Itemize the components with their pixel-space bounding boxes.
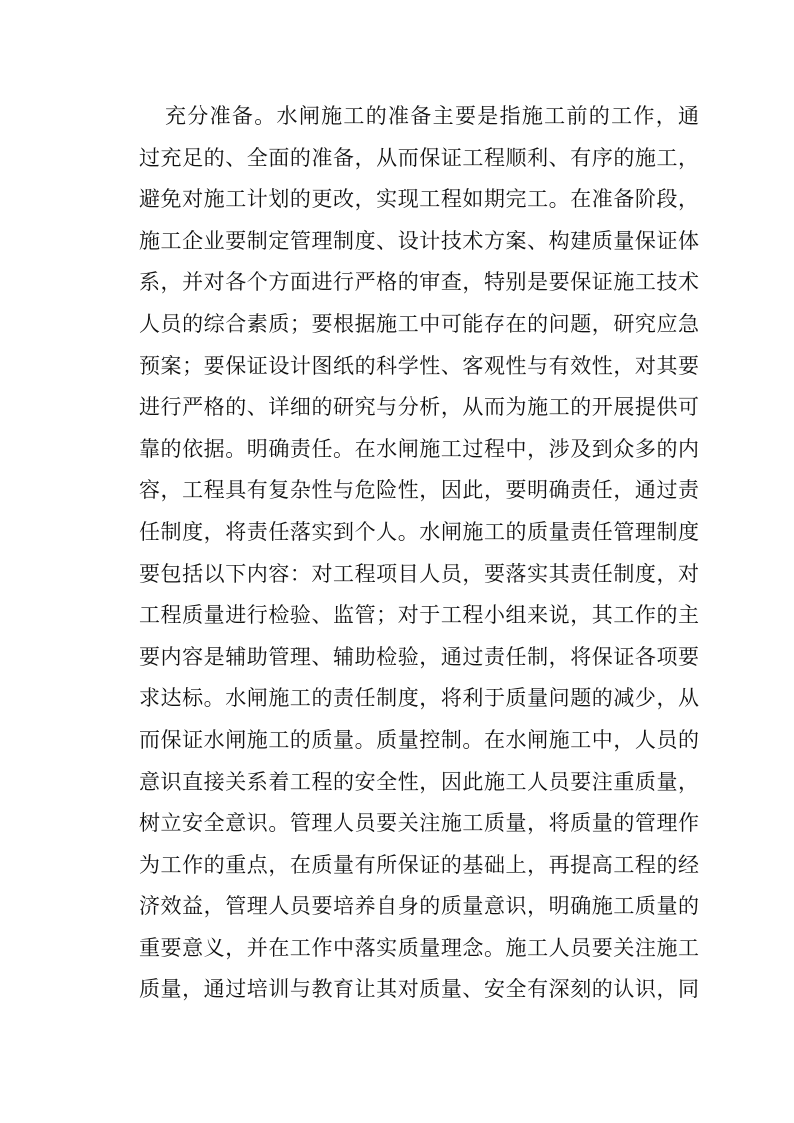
paragraph-line: 人员的综合素质；要根据施工中可能存在的问题，研究应急 [139, 311, 699, 336]
paragraph-line: 求达标。水闸施工的责任制度，将利于质量问题的减少，从 [139, 686, 699, 711]
paragraph-line: 避免对施工计划的更改，实现工程如期完工。在准备阶段， [139, 187, 699, 212]
paragraph-line: 容，工程具有复杂性与危险性，因此，要明确责任，通过责 [139, 478, 699, 503]
paragraph-line: 重要意义，并在工作中落实质量理念。施工人员要关注施工 [139, 935, 699, 960]
paragraph-line: 而保证水闸施工的质量。质量控制。在水闸施工中，人员的 [139, 727, 699, 752]
paragraph-line: 系，并对各个方面进行严格的审查，特别是要保证施工技术 [139, 270, 699, 295]
paragraph-line: 要内容是辅助管理、辅助检验，通过责任制，将保证各项要 [139, 644, 699, 669]
paragraph-line: 进行严格的、详细的研究与分析，从而为施工的开展提供可 [139, 395, 699, 420]
paragraph-line: 质量，通过培训与教育让其对质量、安全有深刻的认识，同 [139, 977, 699, 1002]
paragraph-line: 工程质量进行检验、监管；对于工程小组来说，其工作的主 [139, 603, 699, 628]
paragraph-line: 靠的依据。明确责任。在水闸施工过程中，涉及到众多的内 [139, 436, 699, 461]
paragraph-line: 充分准备。水闸施工的准备主要是指施工前的工作，通 [165, 104, 699, 128]
paragraph-line: 济效益，管理人员要培养自身的质量意识，明确施工质量的 [139, 894, 699, 919]
paragraph-line: 施工企业要制定管理制度、设计技术方案、构建质量保证体 [139, 228, 699, 253]
paragraph-line: 过充足的、全面的准备，从而保证工程顺利、有序的施工， [139, 145, 699, 170]
body-paragraph [139, 96, 699, 1011]
paragraph-line: 意识直接关系着工程的安全性，因此施工人员要注重质量， [139, 769, 699, 794]
paragraph-line: 树立安全意识。管理人员要关注施工质量，将质量的管理作 [139, 811, 699, 836]
paragraph-line: 预案；要保证设计图纸的科学性、客观性与有效性，对其要 [139, 353, 699, 378]
paragraph-line: 要包括以下内容：对工程项目人员，要落实其责任制度，对 [139, 561, 699, 586]
paragraph-line: 为工作的重点，在质量有所保证的基础上，再提高工程的经 [139, 852, 699, 877]
paragraph-line: 任制度，将责任落实到个人。水闸施工的质量责任管理制度 [139, 519, 699, 544]
